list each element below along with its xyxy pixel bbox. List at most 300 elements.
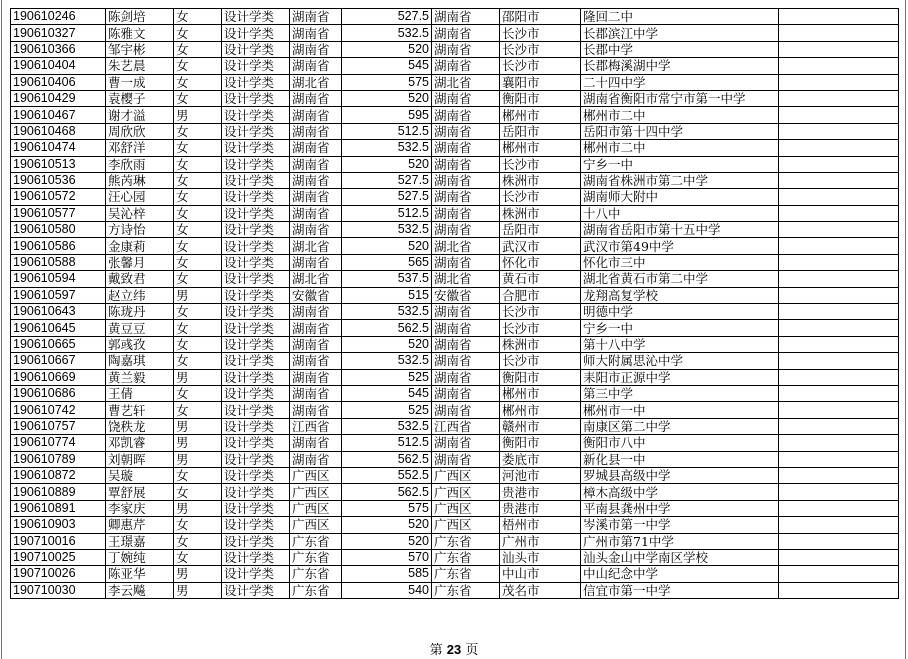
remarks-cell <box>779 156 899 172</box>
high-school-cell: 隆回二中 <box>581 9 779 25</box>
score-cell: 532.5 <box>342 222 432 238</box>
exam-province-cell: 广西区 <box>290 500 342 516</box>
student-id-cell: 190610580 <box>11 222 106 238</box>
exam-province-cell: 湖南省 <box>290 402 342 418</box>
score-cell: 595 <box>342 107 432 123</box>
student-name-cell: 吴沁梓 <box>106 205 174 221</box>
page-footer-suffix: 页 <box>465 643 479 658</box>
home-province-cell: 湖南省 <box>432 254 500 270</box>
gender-cell: 男 <box>174 369 222 385</box>
gender-cell: 男 <box>174 451 222 467</box>
major-category-cell: 设计学类 <box>222 189 290 205</box>
exam-province-cell: 湖南省 <box>290 41 342 57</box>
major-category-cell: 设计学类 <box>222 205 290 221</box>
home-city-cell: 黄石市 <box>500 271 581 287</box>
exam-province-cell: 湖南省 <box>290 156 342 172</box>
roster-body <box>11 9 899 599</box>
home-city-cell: 中山市 <box>500 566 581 582</box>
high-school-cell: 龙翔高复学校 <box>581 287 779 303</box>
major-category-cell: 设计学类 <box>222 287 290 303</box>
remarks-cell <box>779 271 899 287</box>
high-school-cell: 宁乡一中 <box>581 320 779 336</box>
score-cell: 520 <box>342 517 432 533</box>
exam-province-cell: 湖南省 <box>290 107 342 123</box>
exam-province-cell: 湖南省 <box>290 58 342 74</box>
exam-province-cell: 湖南省 <box>290 320 342 336</box>
page-margin-line-left <box>1 0 2 659</box>
home-city-cell: 株洲市 <box>500 336 581 352</box>
exam-province-cell: 广东省 <box>290 549 342 565</box>
student-id-cell: 190610536 <box>11 172 106 188</box>
home-city-cell: 长沙市 <box>500 41 581 57</box>
student-id-cell: 190610891 <box>11 500 106 516</box>
remarks-cell <box>779 74 899 90</box>
student-id-cell: 190610404 <box>11 58 106 74</box>
student-name-cell: 黄豆豆 <box>106 320 174 336</box>
score-cell: 537.5 <box>342 271 432 287</box>
score-cell: 545 <box>342 385 432 401</box>
high-school-cell: 师大附属思沁中学 <box>581 353 779 369</box>
high-school-cell: 十八中 <box>581 205 779 221</box>
home-province-cell: 广东省 <box>432 549 500 565</box>
home-city-cell: 襄阳市 <box>500 74 581 90</box>
score-cell: 562.5 <box>342 451 432 467</box>
exam-province-cell: 湖南省 <box>290 189 342 205</box>
major-category-cell: 设计学类 <box>222 254 290 270</box>
gender-cell: 女 <box>174 238 222 254</box>
remarks-cell <box>779 238 899 254</box>
exam-province-cell: 湖南省 <box>290 123 342 139</box>
major-category-cell: 设计学类 <box>222 271 290 287</box>
gender-cell: 男 <box>174 418 222 434</box>
high-school-cell: 湖南省衡阳市常宁市第一中学 <box>581 90 779 106</box>
gender-cell: 女 <box>174 402 222 418</box>
student-name-cell: 方诗怡 <box>106 222 174 238</box>
home-city-cell: 贵港市 <box>500 500 581 516</box>
page-footer <box>0 639 908 658</box>
table-row <box>11 418 899 434</box>
exam-province-cell: 广西区 <box>290 517 342 533</box>
gender-cell: 女 <box>174 484 222 500</box>
remarks-cell <box>779 451 899 467</box>
student-name-cell: 陈剑培 <box>106 9 174 25</box>
table-row <box>11 222 899 238</box>
table-row <box>11 172 899 188</box>
exam-province-cell: 江西省 <box>290 418 342 434</box>
home-province-cell: 湖北省 <box>432 74 500 90</box>
remarks-cell <box>779 549 899 565</box>
remarks-cell <box>779 140 899 156</box>
student-name-cell: 汪心园 <box>106 189 174 205</box>
student-id-cell: 190610686 <box>11 385 106 401</box>
major-category-cell: 设计学类 <box>222 25 290 41</box>
score-cell: 520 <box>342 90 432 106</box>
exam-province-cell: 湖南省 <box>290 222 342 238</box>
score-cell: 562.5 <box>342 320 432 336</box>
student-id-cell: 190610588 <box>11 254 106 270</box>
gender-cell: 女 <box>174 353 222 369</box>
student-id-cell: 190610594 <box>11 271 106 287</box>
student-id-cell: 190610669 <box>11 369 106 385</box>
score-cell: 515 <box>342 287 432 303</box>
student-id-cell: 190610597 <box>11 287 106 303</box>
score-cell: 520 <box>342 156 432 172</box>
major-category-cell: 设计学类 <box>222 156 290 172</box>
high-school-cell: 长郡中学 <box>581 41 779 57</box>
high-school-cell: 二十四中学 <box>581 74 779 90</box>
home-province-cell: 广东省 <box>432 533 500 549</box>
gender-cell: 女 <box>174 517 222 533</box>
major-category-cell: 设计学类 <box>222 74 290 90</box>
student-id-cell: 190710030 <box>11 582 106 598</box>
high-school-cell: 岳阳市第十四中学 <box>581 123 779 139</box>
home-city-cell: 株洲市 <box>500 172 581 188</box>
high-school-cell: 湖南省岳阳市第十五中学 <box>581 222 779 238</box>
exam-province-cell: 湖南省 <box>290 205 342 221</box>
home-city-cell: 郴州市 <box>500 385 581 401</box>
home-city-cell: 贵港市 <box>500 484 581 500</box>
remarks-cell <box>779 254 899 270</box>
score-cell: 532.5 <box>342 353 432 369</box>
high-school-cell: 郴州市一中 <box>581 402 779 418</box>
score-cell: 532.5 <box>342 304 432 320</box>
major-category-cell: 设计学类 <box>222 385 290 401</box>
exam-province-cell: 广西区 <box>290 467 342 483</box>
home-city-cell: 郴州市 <box>500 140 581 156</box>
home-province-cell: 广西区 <box>432 484 500 500</box>
high-school-cell: 衡阳市八中 <box>581 435 779 451</box>
home-city-cell: 邵阳市 <box>500 9 581 25</box>
high-school-cell: 武汉市第49中学 <box>581 238 779 254</box>
student-name-cell: 袁樱子 <box>106 90 174 106</box>
gender-cell: 男 <box>174 435 222 451</box>
remarks-cell <box>779 205 899 221</box>
student-name-cell: 熊芮琳 <box>106 172 174 188</box>
table-row <box>11 549 899 565</box>
high-school-cell: 平南县龚州中学 <box>581 500 779 516</box>
major-category-cell: 设计学类 <box>222 304 290 320</box>
score-cell: 525 <box>342 402 432 418</box>
student-id-cell: 190610246 <box>11 9 106 25</box>
score-cell: 575 <box>342 500 432 516</box>
remarks-cell <box>779 369 899 385</box>
remarks-cell <box>779 418 899 434</box>
student-name-cell: 丁婉纯 <box>106 549 174 565</box>
student-id-cell: 190610513 <box>11 156 106 172</box>
home-province-cell: 湖南省 <box>432 41 500 57</box>
gender-cell: 女 <box>174 90 222 106</box>
exam-province-cell: 湖北省 <box>290 74 342 90</box>
home-province-cell: 广西区 <box>432 517 500 533</box>
home-city-cell: 岳阳市 <box>500 123 581 139</box>
student-id-cell: 190710025 <box>11 549 106 565</box>
table-row <box>11 25 899 41</box>
table-row <box>11 74 899 90</box>
gender-cell: 女 <box>174 549 222 565</box>
student-id-cell: 190610474 <box>11 140 106 156</box>
home-city-cell: 长沙市 <box>500 58 581 74</box>
gender-cell: 男 <box>174 107 222 123</box>
major-category-cell: 设计学类 <box>222 336 290 352</box>
student-name-cell: 陈珑丹 <box>106 304 174 320</box>
table-row <box>11 271 899 287</box>
score-cell: 520 <box>342 238 432 254</box>
table-row <box>11 254 899 270</box>
table-row <box>11 533 899 549</box>
home-province-cell: 湖南省 <box>432 435 500 451</box>
home-province-cell: 湖南省 <box>432 90 500 106</box>
major-category-cell: 设计学类 <box>222 222 290 238</box>
student-name-cell: 刘朝晖 <box>106 451 174 467</box>
home-city-cell: 株洲市 <box>500 205 581 221</box>
gender-cell: 女 <box>174 9 222 25</box>
student-name-cell: 王璟嘉 <box>106 533 174 549</box>
table-row <box>11 156 899 172</box>
remarks-cell <box>779 107 899 123</box>
major-category-cell: 设计学类 <box>222 500 290 516</box>
high-school-cell: 明德中学 <box>581 304 779 320</box>
student-id-cell: 190610643 <box>11 304 106 320</box>
home-province-cell: 安徽省 <box>432 287 500 303</box>
high-school-cell: 中山纪念中学 <box>581 566 779 582</box>
student-id-cell: 190610467 <box>11 107 106 123</box>
table-row <box>11 205 899 221</box>
home-province-cell: 湖南省 <box>432 58 500 74</box>
table-row <box>11 140 899 156</box>
high-school-cell: 长郡梅溪湖中学 <box>581 58 779 74</box>
page-margin-line-right <box>905 0 906 659</box>
table-row <box>11 385 899 401</box>
score-cell: 562.5 <box>342 484 432 500</box>
home-province-cell: 湖南省 <box>432 320 500 336</box>
home-city-cell: 武汉市 <box>500 238 581 254</box>
score-cell: 532.5 <box>342 418 432 434</box>
gender-cell: 女 <box>174 74 222 90</box>
table-row <box>11 123 899 139</box>
high-school-cell: 怀化市三中 <box>581 254 779 270</box>
student-id-cell: 190610645 <box>11 320 106 336</box>
table-row <box>11 500 899 516</box>
exam-province-cell: 湖南省 <box>290 451 342 467</box>
home-province-cell: 湖南省 <box>432 123 500 139</box>
exam-province-cell: 湖南省 <box>290 9 342 25</box>
remarks-cell <box>779 222 899 238</box>
table-row <box>11 189 899 205</box>
gender-cell: 女 <box>174 58 222 74</box>
high-school-cell: 第三中学 <box>581 385 779 401</box>
high-school-cell: 汕头金山中学南区学校 <box>581 549 779 565</box>
gender-cell: 女 <box>174 156 222 172</box>
home-city-cell: 梧州市 <box>500 517 581 533</box>
gender-cell: 女 <box>174 271 222 287</box>
major-category-cell: 设计学类 <box>222 353 290 369</box>
remarks-cell <box>779 385 899 401</box>
home-city-cell: 郴州市 <box>500 107 581 123</box>
home-city-cell: 衡阳市 <box>500 90 581 106</box>
home-province-cell: 湖南省 <box>432 402 500 418</box>
student-name-cell: 卿惠芹 <box>106 517 174 533</box>
table-row <box>11 41 899 57</box>
table-row <box>11 238 899 254</box>
home-province-cell: 湖南省 <box>432 336 500 352</box>
student-id-cell: 190610366 <box>11 41 106 57</box>
home-province-cell: 湖南省 <box>432 189 500 205</box>
home-province-cell: 江西省 <box>432 418 500 434</box>
student-id-cell: 190610789 <box>11 451 106 467</box>
score-cell: 532.5 <box>342 140 432 156</box>
remarks-cell <box>779 467 899 483</box>
major-category-cell: 设计学类 <box>222 58 290 74</box>
home-province-cell: 湖南省 <box>432 156 500 172</box>
home-province-cell: 广西区 <box>432 500 500 516</box>
gender-cell: 女 <box>174 336 222 352</box>
remarks-cell <box>779 58 899 74</box>
student-name-cell: 赵立纬 <box>106 287 174 303</box>
home-province-cell: 湖北省 <box>432 238 500 254</box>
gender-cell: 女 <box>174 304 222 320</box>
exam-province-cell: 湖南省 <box>290 90 342 106</box>
student-name-cell: 谢才溢 <box>106 107 174 123</box>
student-name-cell: 陶嘉琪 <box>106 353 174 369</box>
exam-province-cell: 湖南省 <box>290 140 342 156</box>
score-cell: 512.5 <box>342 435 432 451</box>
high-school-cell: 湖南师大附中 <box>581 189 779 205</box>
student-id-cell: 190610572 <box>11 189 106 205</box>
table-row <box>11 304 899 320</box>
student-name-cell: 邓凯睿 <box>106 435 174 451</box>
high-school-cell: 新化县一中 <box>581 451 779 467</box>
exam-province-cell: 广西区 <box>290 484 342 500</box>
remarks-cell <box>779 90 899 106</box>
home-province-cell: 湖南省 <box>432 172 500 188</box>
student-name-cell: 陈亚华 <box>106 566 174 582</box>
score-cell: 520 <box>342 533 432 549</box>
table-row <box>11 369 899 385</box>
home-city-cell: 衡阳市 <box>500 369 581 385</box>
high-school-cell: 湖北省黄石市第二中学 <box>581 271 779 287</box>
home-city-cell: 怀化市 <box>500 254 581 270</box>
table-row <box>11 90 899 106</box>
student-name-cell: 饶秩龙 <box>106 418 174 434</box>
major-category-cell: 设计学类 <box>222 549 290 565</box>
gender-cell: 女 <box>174 41 222 57</box>
home-city-cell: 汕头市 <box>500 549 581 565</box>
gender-cell: 女 <box>174 320 222 336</box>
admission-roster-table <box>10 8 899 599</box>
home-province-cell: 广西区 <box>432 467 500 483</box>
high-school-cell: 耒阳市正源中学 <box>581 369 779 385</box>
gender-cell: 女 <box>174 25 222 41</box>
student-name-cell: 曹艺轩 <box>106 402 174 418</box>
remarks-cell <box>779 517 899 533</box>
exam-province-cell: 湖北省 <box>290 238 342 254</box>
student-name-cell: 李欣雨 <box>106 156 174 172</box>
table-row <box>11 451 899 467</box>
student-name-cell: 黄兰毅 <box>106 369 174 385</box>
major-category-cell: 设计学类 <box>222 451 290 467</box>
student-id-cell: 190710026 <box>11 566 106 582</box>
home-province-cell: 湖南省 <box>432 222 500 238</box>
gender-cell: 女 <box>174 385 222 401</box>
major-category-cell: 设计学类 <box>222 320 290 336</box>
home-city-cell: 长沙市 <box>500 304 581 320</box>
remarks-cell <box>779 336 899 352</box>
exam-province-cell: 湖北省 <box>290 271 342 287</box>
table-row <box>11 353 899 369</box>
table-row <box>11 484 899 500</box>
home-city-cell: 衡阳市 <box>500 435 581 451</box>
remarks-cell <box>779 566 899 582</box>
student-name-cell: 李云飚 <box>106 582 174 598</box>
home-city-cell: 赣州市 <box>500 418 581 434</box>
score-cell: 570 <box>342 549 432 565</box>
home-city-cell: 广州市 <box>500 533 581 549</box>
gender-cell: 女 <box>174 533 222 549</box>
high-school-cell: 罗城县高级中学 <box>581 467 779 483</box>
remarks-cell <box>779 320 899 336</box>
score-cell: 527.5 <box>342 9 432 25</box>
major-category-cell: 设计学类 <box>222 9 290 25</box>
high-school-cell: 郴州市二中 <box>581 107 779 123</box>
major-category-cell: 设计学类 <box>222 484 290 500</box>
student-name-cell: 曹一成 <box>106 74 174 90</box>
student-name-cell: 陈雅文 <box>106 25 174 41</box>
exam-province-cell: 广东省 <box>290 533 342 549</box>
major-category-cell: 设计学类 <box>222 90 290 106</box>
major-category-cell: 设计学类 <box>222 369 290 385</box>
remarks-cell <box>779 287 899 303</box>
home-city-cell: 郴州市 <box>500 402 581 418</box>
home-city-cell: 长沙市 <box>500 189 581 205</box>
remarks-cell <box>779 435 899 451</box>
remarks-cell <box>779 9 899 25</box>
exam-province-cell: 湖南省 <box>290 25 342 41</box>
table-row <box>11 566 899 582</box>
table-row <box>11 467 899 483</box>
score-cell: 545 <box>342 58 432 74</box>
major-category-cell: 设计学类 <box>222 140 290 156</box>
major-category-cell: 设计学类 <box>222 107 290 123</box>
gender-cell: 女 <box>174 254 222 270</box>
student-id-cell: 190610327 <box>11 25 106 41</box>
major-category-cell: 设计学类 <box>222 172 290 188</box>
gender-cell: 女 <box>174 467 222 483</box>
student-id-cell: 190610757 <box>11 418 106 434</box>
home-city-cell: 岳阳市 <box>500 222 581 238</box>
major-category-cell: 设计学类 <box>222 533 290 549</box>
score-cell: 585 <box>342 566 432 582</box>
score-cell: 527.5 <box>342 172 432 188</box>
home-city-cell: 河池市 <box>500 467 581 483</box>
major-category-cell: 设计学类 <box>222 238 290 254</box>
exam-province-cell: 湖南省 <box>290 369 342 385</box>
page-number: 23 <box>446 642 462 657</box>
home-city-cell: 合肥市 <box>500 287 581 303</box>
table-row <box>11 58 899 74</box>
major-category-cell: 设计学类 <box>222 566 290 582</box>
gender-cell: 女 <box>174 172 222 188</box>
student-name-cell: 邓舒洋 <box>106 140 174 156</box>
major-category-cell: 设计学类 <box>222 41 290 57</box>
major-category-cell: 设计学类 <box>222 435 290 451</box>
home-city-cell: 长沙市 <box>500 156 581 172</box>
exam-province-cell: 湖南省 <box>290 385 342 401</box>
table-row <box>11 336 899 352</box>
score-cell: 512.5 <box>342 205 432 221</box>
remarks-cell <box>779 304 899 320</box>
gender-cell: 男 <box>174 287 222 303</box>
table-row <box>11 582 899 598</box>
